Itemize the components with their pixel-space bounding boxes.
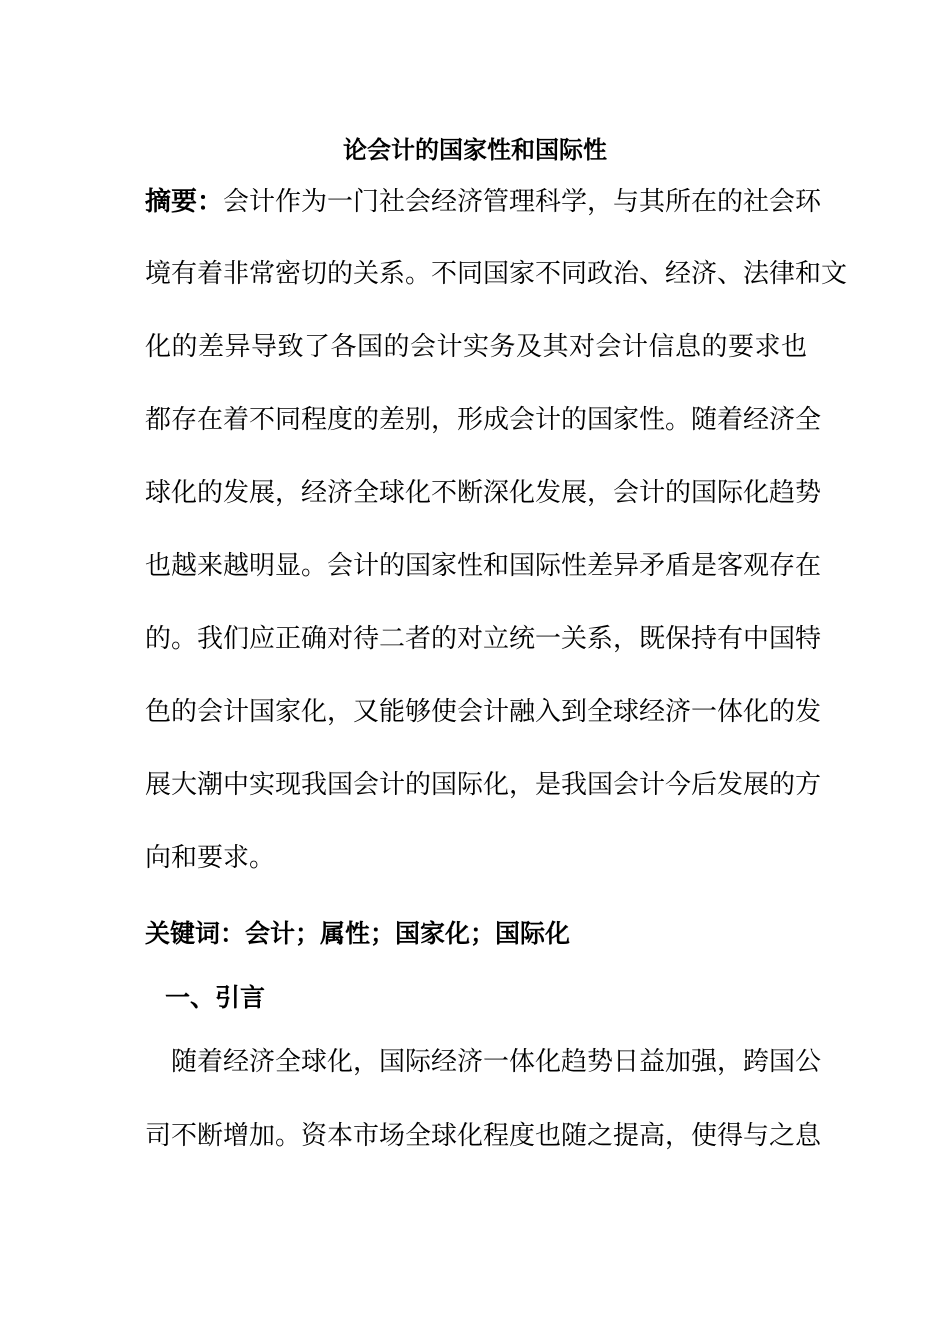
section-heading: 一、引言 — [165, 983, 266, 1012]
keywords-line: 关键词：会计；属性；国家化；国际化 — [145, 919, 571, 948]
abstract-label: 摘要： — [145, 187, 224, 217]
abstract-line: 化的差异导致了各国的会计实务及其对会计信息的要求也 — [145, 332, 807, 362]
abstract-line: 球化的发展，经济全球化不断深化发展，会计的国际化趋势 — [145, 478, 822, 508]
intro-line: 司不断增加。资本市场全球化程度也随之提高，使得与之息 — [145, 1121, 822, 1151]
abstract-line-text: 会计作为一门社会经济管理科学，与其所在的社会环 — [223, 187, 822, 217]
abstract-line: 也越来越明显。会计的国家性和国际性差异矛盾是客观存在 — [145, 551, 822, 581]
abstract-line: 向和要求。 — [145, 843, 276, 873]
intro-line: 随着经济全球化，国际经济一体化趋势日益加强，跨国公 — [145, 1047, 822, 1077]
abstract-line: 境有着非常密切的关系。不同国家不同政治、经济、法律和文 — [145, 259, 848, 289]
abstract-line: 的。我们应正确对待二者的对立统一关系，既保持有中国特 — [145, 624, 822, 654]
abstract-line: 都存在着不同程度的差别，形成会计的国家性。随着经济全 — [145, 405, 822, 435]
document-title: 论会计的国家性和国际性 — [343, 136, 607, 164]
abstract-line: 色的会计国家化，又能够使会计融入到全球经济一体化的发 — [145, 697, 822, 727]
abstract-line — [145, 182, 822, 222]
abstract-line: 展大潮中实现我国会计的国际化，是我国会计今后发展的方 — [145, 770, 822, 800]
